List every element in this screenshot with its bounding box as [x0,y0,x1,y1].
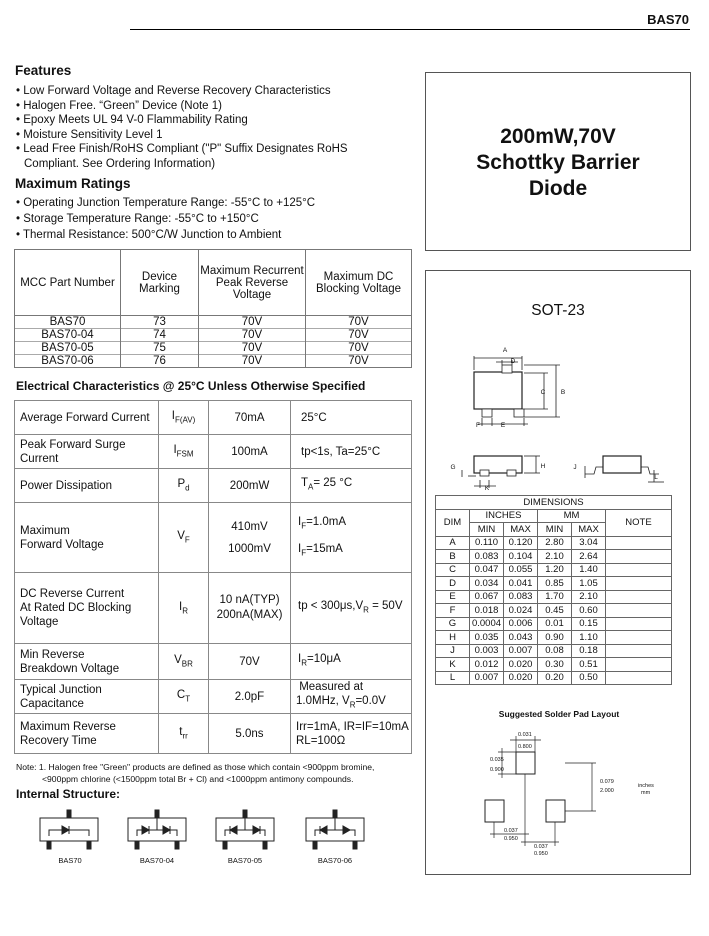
param-cell: Peak Forward Surge Current [15,435,159,469]
cell: 2.10 [572,590,606,604]
value-cell: 70V [209,644,291,680]
table-row [436,604,672,618]
param-line: Typical Junction [20,683,102,696]
dimensions-table [435,495,672,685]
cell: L [436,671,470,685]
cell: 0.08 [538,644,572,658]
symbol: V [177,530,185,543]
cell: J [436,644,470,658]
ratings-header-row [15,250,412,316]
cell: 0.01 [538,617,572,631]
header-rule [130,29,690,30]
table-row [436,577,672,591]
table-row [436,536,672,550]
param-line: Maximum [20,524,70,537]
symbol-sub: d [185,483,190,493]
cell: 0.90 [538,631,572,645]
cond-line: Irr=1mA, IR=IF=10mA [296,720,409,733]
table-row [15,316,412,329]
symbol-sub: BR [181,659,193,669]
cell: 0.043 [504,631,538,645]
table-row [15,573,412,644]
cell: 0.45 [538,604,572,618]
cell: 1.05 [572,577,606,591]
dim-rows [436,536,672,685]
cell: D [436,577,470,591]
cond-cell [291,714,412,754]
note-cell [606,604,672,618]
dim-header: MIN [538,523,572,537]
cell: 0.120 [504,536,538,550]
table-row [15,329,412,342]
cell: K [436,658,470,672]
cell: 0.018 [470,604,504,618]
dim-letter: J [573,464,577,471]
cond-text: 1.0MHz, V [296,695,350,708]
feature-item: • Halogen Free. “Green” Device (Note 1) [16,99,222,112]
cell: 73 [121,316,199,329]
dim-title: DIMENSIONS [436,496,672,510]
table-row [436,617,672,631]
cond-text: =10μA [306,653,341,666]
feature-item: • Moisture Sensitivity Level 1 [16,128,163,141]
symbol-cell [159,469,209,503]
note-cell [606,590,672,604]
cond-text: I [298,653,302,666]
cell: 70V [306,342,412,355]
solder-pad-drawing [450,728,670,858]
table-row [436,563,672,577]
note-cell [606,536,672,550]
note-cell [606,617,672,631]
cell: 0.007 [504,644,538,658]
cell: 0.083 [470,550,504,564]
cond-text: I [298,516,302,529]
cell: 1.40 [572,563,606,577]
structure-label: BAS70-05 [227,856,263,865]
param-cell [15,680,159,714]
cond-text: T [301,477,309,490]
cond-sub: F [301,521,307,531]
dim-header: NOTE [606,509,672,536]
cond-cell [291,503,412,573]
solder-unit: mm [641,790,651,796]
symbol-cell [159,714,209,754]
value-line: 10 nA(TYP) [219,594,280,606]
cell: 1.10 [572,631,606,645]
cond-cell [291,644,412,680]
structure-label: BAS70-04 [139,856,175,865]
table-row [436,658,672,672]
ratings-header: Maximum Recurrent Peak Reverse Voltage [199,250,306,316]
cell: E [436,590,470,604]
halogen-note [16,761,374,785]
param-line: DC Reverse Current [20,588,125,600]
cond-sub: A [308,482,314,492]
cell: 70V [199,342,306,355]
feature-item: • Lead Free Finish/RoHS Compliant ("P" Suffix Designates RoHS Compliant. See Ordering Information) [16,143,348,170]
param-line: Min Reverse [20,648,85,661]
cell: 0.110 [470,536,504,550]
cell: C [436,563,470,577]
cell: 0.51 [572,658,606,672]
dim-letter: H [540,463,546,470]
value-line: 1000mV [228,542,271,555]
rating-item: • Operating Junction Temperature Range: -55°C to +125°C [16,197,316,209]
symbol-sub: F [184,535,190,545]
cell: 70V [199,316,306,329]
solder-dim: 0.031 [518,732,532,738]
symbol: I [179,600,183,613]
max-ratings-list [15,195,415,243]
note-cell [606,550,672,564]
symbol-sub: T [185,694,191,704]
cond-line [296,694,411,712]
cell: 0.055 [504,563,538,577]
dim-letter: E [500,422,506,429]
cell: 2.80 [538,536,572,550]
dim-letter: D [510,358,516,365]
symbol-sub: FSM [176,449,194,459]
table-row [15,401,412,435]
solder-title: Suggested Solder Pad Layout [498,709,620,719]
param-cell: Power Dissipation [15,469,159,503]
symbol: V [174,654,182,667]
symbol-cell [159,680,209,714]
table-row [436,590,672,604]
dim-letter: G [450,464,456,471]
cell: BAS70-05 [15,342,121,355]
cell: BAS70-04 [15,329,121,342]
product-title-line: Diode [528,177,588,200]
value-line: 410mV [231,520,268,533]
value-cell: 70mA [209,401,291,435]
cell: 70V [306,316,412,329]
dim-letter: L [654,474,658,481]
features-list [15,84,415,171]
cond-sub: R [301,658,307,668]
note-line: Note: 1. Halogen free "Green" products are defined as those which contain <900ppm bromine, [16,762,375,772]
dim-header: MIN [470,523,504,537]
cond-text: = 25 °C [313,477,353,490]
value-cell: 2.0pF [209,680,291,714]
cell: 3.04 [572,536,606,550]
cond-sub: R [363,605,369,615]
table-row [436,631,672,645]
param-line: Forward Voltage [20,538,104,551]
dim-letter: B [560,389,566,396]
cond-sub: F [301,547,307,557]
cond-text: =15mA [306,542,343,555]
ratings-header: Device Marking [121,250,199,316]
param-line: Recovery Time [20,734,97,747]
cell: 1.20 [538,563,572,577]
cell: 0.007 [470,671,504,685]
param-line: Capacitance [20,697,84,710]
value-line: 200nA(MAX) [216,609,283,621]
cell: 0.024 [504,604,538,618]
symbol-sub: rr [182,731,188,741]
table-row [436,550,672,564]
features-title: Features [15,63,72,78]
cond-cell [291,469,412,503]
table-row [15,342,412,355]
cell: 0.003 [470,644,504,658]
value-cell: 5.0ns [209,714,291,754]
note-cell [606,563,672,577]
cond-line: Measured at [296,681,364,694]
cell: 0.047 [470,563,504,577]
value-cell: 200mW [209,469,291,503]
product-title-line: Schottky Barrier [476,151,640,174]
part-number-header: BAS70 [647,12,689,27]
dim-letter: K [484,485,490,490]
cell: B [436,550,470,564]
solder-dim: 0.035 [490,757,504,763]
cell: 0.006 [504,617,538,631]
package-name: SOT-23 [531,302,585,319]
symbol: C [176,689,186,702]
dim-header: MAX [504,523,538,537]
table-row [15,680,412,714]
product-title [426,124,690,202]
symbol: t [179,726,183,739]
param-cell: Average Forward Current [15,401,159,435]
cond-cell [291,680,412,714]
note-cell [606,577,672,591]
cell: 70V [199,355,306,368]
structure-label: BAS70-06 [317,856,353,865]
cell: H [436,631,470,645]
symbol: P [177,478,186,491]
table-row [15,469,412,503]
feature-item: • Epoxy Meets UL 94 V-0 Flammability Rating [16,114,248,126]
param-cell [15,714,159,754]
cell: BAS70 [15,316,121,329]
feature-item: • Low Forward Voltage and Reverse Recovery Characteristics [16,85,331,97]
solder-dim: 0.079 [600,779,614,785]
cell: 0.020 [504,658,538,672]
dim-letter: F [476,422,480,429]
note-cell [606,644,672,658]
cell: 2.10 [538,550,572,564]
features-section [15,63,415,243]
param-cell [15,644,159,680]
cond-cell: tp<1s, Ta=25°C [291,435,412,469]
symbol-cell [159,435,209,469]
table-row [15,714,412,754]
note-line: <900ppm chlorine (<1500ppm total Br + Cl) and <1000ppm antimony compounds. [42,774,354,784]
table-row [436,509,672,523]
cell: 0.035 [470,631,504,645]
product-title-box [425,72,691,251]
table-row [436,671,672,685]
solder-dim: 0.800 [518,744,532,750]
cond-cell: 25°C [291,401,412,435]
cell: 0.034 [470,577,504,591]
table-row [15,503,412,573]
cell: BAS70-06 [15,355,121,368]
value-cell [209,573,291,644]
elec-title: Electrical Characteristics @ 25°C Unless Otherwise Specified [16,379,366,393]
cell: 0.85 [538,577,572,591]
elec-table [14,400,412,754]
cond-text: = 50V [368,599,403,612]
cell: F [436,604,470,618]
symbol-sub: F(AV) [174,415,196,425]
symbol-sub: R [182,606,188,616]
value-cell [209,503,291,573]
solder-dim: 2.000 [600,788,614,794]
solder-unit: inches [638,783,654,789]
ratings-header: MCC Part Number [15,250,121,316]
dim-header: MAX [572,523,606,537]
value-cell: 100mA [209,435,291,469]
cell: 0.104 [504,550,538,564]
param-line: At Rated DC Blocking [20,602,132,614]
max-ratings-title: Maximum Ratings [15,176,131,191]
dim-header: MM [538,509,606,523]
cell: 0.20 [538,671,572,685]
param-cell [15,503,159,573]
cell: 0.15 [572,617,606,631]
symbol-cell [159,644,209,680]
dim-header: DIM [436,509,470,536]
cell: 74 [121,329,199,342]
internal-structure-title: Internal Structure: [16,787,121,801]
cell: 75 [121,342,199,355]
param-line: Maximum Reverse [20,720,116,733]
cell: 0.18 [572,644,606,658]
solder-dim: 0.037 [504,828,518,834]
cell: 0.0004 [470,617,504,631]
dim-header: INCHES [470,509,538,523]
table-row [436,496,672,510]
cell: 0.067 [470,590,504,604]
symbol-cell [159,573,209,644]
cell: 0.041 [504,577,538,591]
cond-cell [291,573,412,644]
cell: 0.020 [504,671,538,685]
param-line: Breakdown Voltage [20,662,120,675]
cell: 0.30 [538,658,572,672]
cell: 2.64 [572,550,606,564]
symbol-cell [159,503,209,573]
cell: 0.012 [470,658,504,672]
note-cell [606,658,672,672]
package-drawing [440,340,680,490]
cond-sub: R [349,700,356,710]
cond-line: RL=100Ω [296,734,346,747]
structure-label: BAS70 [58,856,82,865]
symbol: I [173,444,177,457]
solder-dim: 0.037 [534,844,548,850]
cell: 70V [306,329,412,342]
cell: G [436,617,470,631]
table-row [15,355,412,368]
cond-text: I [298,542,302,555]
internal-structure-diagram [20,808,380,872]
solder-dim: 0.950 [534,851,548,857]
cell: A [436,536,470,550]
param-line: Voltage [20,616,59,628]
rating-item: • Storage Temperature Range: -55°C to +150°C [16,213,259,225]
rating-item: • Thermal Resistance: 500°C/W Junction to Ambient [16,229,282,241]
product-title-line: 200mW,70V [500,125,616,148]
table-row [15,435,412,469]
ratings-table [14,249,412,368]
cell: 76 [121,355,199,368]
symbol-cell [159,401,209,435]
solder-dim: 0.950 [504,836,518,842]
cell: 0.083 [504,590,538,604]
cond-line [298,538,411,564]
cell: 1.70 [538,590,572,604]
table-row [436,644,672,658]
cell: 0.50 [572,671,606,685]
cell: 70V [199,329,306,342]
cond-text: =0.0V [355,695,386,708]
cell: 0.60 [572,604,606,618]
table-row [15,644,412,680]
ratings-header: Maximum DC Blocking Voltage [306,250,412,316]
note-cell [606,671,672,685]
dim-letter: C [540,389,546,396]
cond-text: =1.0mA [306,516,347,529]
solder-dim: 0.900 [490,767,504,773]
dim-letter: A [502,347,508,354]
symbol: I [171,410,175,423]
note-cell [606,631,672,645]
cond-text: tp < 300μs,V [298,599,364,612]
cell: 70V [306,355,412,368]
param-cell [15,573,159,644]
cond-line [298,511,411,537]
